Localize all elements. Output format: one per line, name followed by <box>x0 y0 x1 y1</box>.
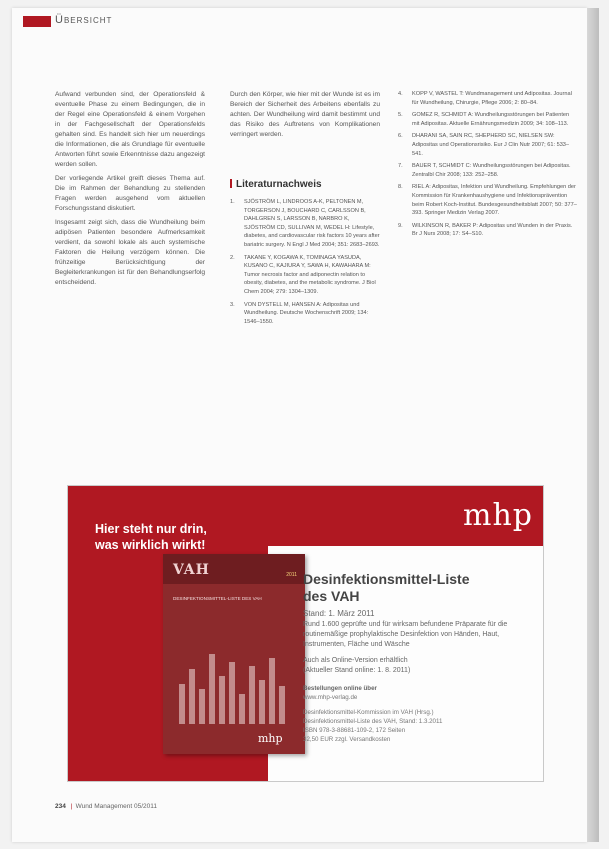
advertisement[interactable] <box>67 485 544 782</box>
book-cover-publisher-logo: mhp <box>258 732 283 745</box>
ad-slogan-line: was wirklich wirkt! <box>95 538 206 552</box>
reference-item: 4. KOPP V, WASTEL T: Wundmanagement und Adipositas. Journal für Wundheilung, Chirurgie, Pflege 2006; 2: 80–84. <box>398 91 572 106</box>
paragraph: Durch den Körper, wie hier mit der Wunde ist es im Bereich der Sicherheit des Arbeitens ebenfalls zu achten. Der Wundheilung wird damit bestimmt und das Risiko des Auftretens von Komplikationen verringert werden. <box>230 91 380 138</box>
book-cover-image <box>163 554 305 754</box>
ad-stand: Stand: 1. März 2011 <box>303 609 375 618</box>
reference-list-right <box>398 90 578 243</box>
ad-online-note: Auch als Online-Version erhältlich (Aktueller Stand online: 1. 8. 2011) <box>303 657 411 674</box>
ad-text-block <box>303 571 528 744</box>
paragraph: Der vorliegende Artikel greift dieses Thema auf. Die im Rahmen der Behandlung zu stellenden Fragen werden ausgehend vom aktuellen Forschungsstand diskutiert. <box>55 175 205 212</box>
ad-slogan-line: Hier steht nur drin, <box>95 522 207 536</box>
reference-item: 8. RIEL A: Adipositas, Infektion und Wundheilung. Empfehlungen der Kommission für Krankenhaushygiene und Infektionsprävention beim Robert Koch-Institut. Bundesgesundheitsblatt 2007; 50: 377–393. Springer Medizin Verlag 2007. <box>398 184 577 217</box>
ad-order-info: Bestellungen online über www.mhp-verlag.de Desinfektionsmittel-Kommission im VAH (Hrsg.) Desinfektionsmittel-Liste des VAH, Stand: 1.3.2011 ISBN 978-3-88681-109-2, 172 Seiten 32,50 EUR zzgl. Versandkosten <box>303 685 443 743</box>
ad-description: Rund 1.600 geprüfte und für wirksam befundene Präparate für die routinemäßige prophylaktische Desinfektion von Händen, Haut, Instrumenten, Fläche und Wäsche <box>303 621 508 648</box>
body-column-1 <box>55 90 205 288</box>
body-column-2 <box>230 90 380 140</box>
ad-title: Desinfektionsmittel-Liste des VAH <box>303 571 470 604</box>
literature-heading: Literaturnachweis <box>230 179 322 190</box>
page-number: 234 <box>55 803 66 810</box>
page-footer: 234 | Wund Management 05/2011 <box>55 803 157 810</box>
reference-item: 5. GOMEZ R, SCHMIDT A: Wundheilungsstörungen bei Patienten mit Adipositas. Aktuelle Ernährungsmedizin 2009; 34: 108–113. <box>398 112 570 127</box>
reference-item: 1. SJÖSTRÖM L, LINDROOS A-K, PELTONEN M, TORGERSON J, BOUCHARD C, CARLSSON B, DAHLGREN S, LARSSON B, NARBRO K, SJÖSTRÖM CD, SULLIVAN M, WEDEL H: Lifestyle, diabetes, and cardiovascular risk factors 10 years after bariatric surgery. N Engl J Med 2004; 351: 2683–2693. <box>230 199 380 248</box>
reference-item: 7. BAUER T, SCHMIDT C: Wundheilungsstörungen bei Adipositas. Zentralbl Chir 2008; 133: 252–258. <box>398 163 571 178</box>
paragraph: Aufwand verbunden sind, der Operationsfeld & eventuelle Phase zu einem Bedingungen, die in der Regel eine Operationsfeld & einem Vorgehen in der Fachgesellschaft der Operationsfelds gehalten sind. Es handelt sich hier um neuerdings die Informationen, die als Grundlage für eventuelle Antworten führt sowie Erkenntnisse dazu angezeigt werden sollen. <box>55 91 205 168</box>
header-accent-bar <box>23 16 51 27</box>
book-cover-year: 2011 <box>286 572 297 578</box>
paragraph: Insgesamt zeigt sich, dass die Wundheilung beim adipösen Patienten besondere Aufmerksamkeit verdient, da sowohl lokale als auch systemische Faktoren die Heilung verzögern können. Die frühzeitige Berücksichtigung der Begleiterkrankungen ist für den Behandlungserfolg entscheidend. <box>55 219 205 286</box>
journal-name: Wund Management 05/2011 <box>75 803 157 810</box>
reference-item: 2. TAKANE Y, KOGAWA K, TOMINAGA YASUDA, KUSANO C, KAJIURA Y, SAWA H, KAWAHARA M: Tumor necrosis factor and adiponectin relation to obesity, diabetes, and the metabolic syndrome. J Biol Chem 2004; 279: 1304–1309. <box>230 254 376 295</box>
book-cover-graphic <box>177 634 292 724</box>
section-title: Übersicht <box>55 14 113 26</box>
reference-item: 9. WILKINSON R, BAKER P: Adipositas und Wunden in der Praxis. Br J Nurs 2008; 17: S4–S10. <box>398 222 573 238</box>
reference-item: 3. VON DYSTELL M, HANSEN A: Adipositas und Wundheilung. Deutsche Wochenschrift 2009; 134: 1546–1550. <box>230 301 369 325</box>
reference-item: 6. DHARANI SA, SAIN RC, SHEPHERD SC, NIELSEN SW: Adipositas und Operationsrisiko. Eur J Clin Nutr 2007; 61: 533–541. <box>398 133 570 157</box>
order-link[interactable]: www.mhp-verlag.de <box>303 694 358 701</box>
book-cover-logo: VAH <box>173 562 210 578</box>
book-cover-title: DESINFEKTIONSMITTEL-LISTE DES VAH <box>173 596 262 601</box>
ad-slogan <box>95 521 207 553</box>
publisher-logo: mhp <box>463 498 533 533</box>
page-edge <box>587 8 599 842</box>
reference-list-left <box>230 198 380 330</box>
